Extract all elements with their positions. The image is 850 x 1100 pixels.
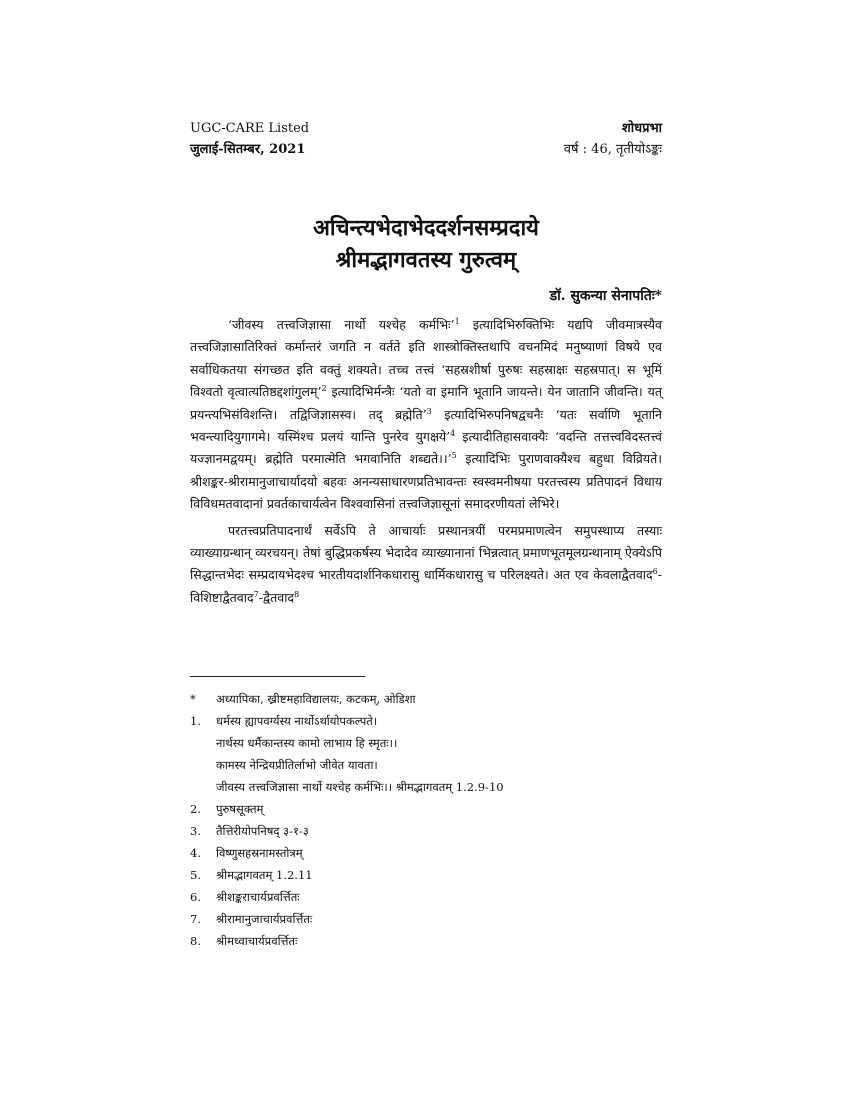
footnote-4 xyxy=(190,842,662,864)
footnote-mark: 2. xyxy=(190,802,201,816)
footnote-text: श्रीशङ्कराचार्यप्रवर्त्तितः xyxy=(216,890,300,904)
footnote-ref-8: 8 xyxy=(294,589,300,599)
p1-text-6: इत्यादिभिः पुराणवाक्यैश्च बहुधा विव्रियते। श्रीशङ्कर-श्रीरामानुजाचार्यादयो बहवः अनन्यसाधारणप्रतिभावन्तः स्वस्वमनीषया परतत्त्वस्य प्रतिपादनं विधाय विविधमतवादानां प्रवर्तकाचार्यत्वेन विश्ववासिनां तत्त्वजिज्ञासूनां समादरणीयतां लेभिरे। xyxy=(190,451,662,512)
footnote-text: तैत्तिरीयोपनिषद् ३-१-३ xyxy=(216,824,309,838)
footnote-text: श्रीरामानुजाचार्यप्रवर्त्तितः xyxy=(216,912,313,926)
footnote-mark: 4. xyxy=(190,846,201,860)
paragraph-1 xyxy=(190,314,662,516)
article-title xyxy=(190,212,662,276)
footnote-text: पुरुषसूक्तम् xyxy=(216,802,264,816)
p1-text-2: इत्यादिभिरुक्तिभिः यद्यपि जीवमात्रस्यैव तत्त्वजिज्ञासातिरिक्तं कर्मान्तरं जगति न वर्तते इति शास्त्रोक्तिस्तथापि वचनमिदं मनुष्याणां विषये एव सर्वाधिकतया संगच्छत इति वक्तुं शक्यते। तच्च तत्त्वं ‘सहस्रशीर्षा पुरुषः सहस्राक्षः सहस्रपात्। स भूमिं विश्वतो वृत्वात्यतिष्ठद्दशांगुलम्’ xyxy=(190,317,662,400)
listing-label: UGC-CARE Listed xyxy=(190,121,310,136)
journal-name: शोधप्रभा xyxy=(621,121,662,136)
footnote-text: अध्यापिका, ख्रीष्टमहाविद्यालयः, कटकम्, ओडिशा xyxy=(216,692,416,706)
issue-months: जुलाई-सितम्बर, 2021 xyxy=(190,142,306,157)
footnote-mark: * xyxy=(190,692,196,706)
footnote-1-line-2: नार्थस्य धर्मैकान्तस्य कामो लाभाय हि स्मृतः।। xyxy=(216,736,398,750)
footnote-star xyxy=(190,688,662,710)
p2-text-3: -द्वैतवाद xyxy=(258,589,295,605)
footnote-1 xyxy=(190,710,662,732)
footnote-ref-5: 5 xyxy=(451,451,457,461)
footnote-ref-3: 3 xyxy=(426,406,432,416)
footnote-mark: 3. xyxy=(190,824,201,838)
footnote-text: विष्णुसहस्रनामस्तोत्रम् xyxy=(216,846,303,860)
footnote-mark: 7. xyxy=(190,912,201,926)
footnote-5 xyxy=(190,864,662,886)
footnote-3 xyxy=(190,820,662,842)
p2-text-2: -विशिष्टाद्वैतवाद xyxy=(190,567,662,605)
volume-issue: वर्ष : 46, तृतीयोऽङ्कः xyxy=(563,142,662,157)
article-body xyxy=(190,314,662,613)
paragraph-2 xyxy=(190,520,662,610)
footnote-7 xyxy=(190,908,662,930)
p1-text-5: इत्यादीतिहासवाक्यैः ‘वदन्ति तत्तत्त्वविदस्तत्त्वं यज्ज्ञानमद्वयम्। ब्रह्मेति परमात्मेति भगवानिति शब्द्यते।।’ xyxy=(190,429,662,467)
footnote-ref-2: 2 xyxy=(321,384,327,394)
footnote-ref-1: 1 xyxy=(454,316,460,326)
footnote-ref-4: 4 xyxy=(450,428,456,438)
footnote-divider xyxy=(190,676,365,677)
footnote-mark: 1. xyxy=(190,714,201,728)
footnote-text: श्रीमद्भागवतम् 1.2.11 xyxy=(216,868,313,882)
footnote-1-line-3: कामस्य नेन्द्रियप्रीतिर्लाभो जीवेत यावता। xyxy=(216,758,378,772)
title-line-1: अचिन्त्यभेदाभेददर्शनसम्प्रदाये xyxy=(313,215,539,241)
p2-text-1: परतत्त्वप्रतिपादनार्थं सर्वेऽपि ते आचार्याः प्रस्थानत्रयीं परमप्रमाणत्वेन समुपस्थाप्य तस्याः व्याख्याग्रन्थान् व्यरचयन्। तेषां बुद्धिप्रकर्षस्य भेदादेव व्याख्यानानां भिन्नत्वात् प्रमाणभूतमूलग्रन्थानाम् ऐक्येऽपि सिद्धान्तभेदः सम्प्रदायभेदश्च भारतीयदार्शनिकधारासु धार्मिकधारासु च परिलक्ष्यते। अत एव केवलाद्वैतवाद xyxy=(190,522,662,583)
footnote-ref-6: 6 xyxy=(652,567,658,577)
p1-text-3: इत्यादिभिर्मन्त्रैः ‘यतो वा इमानि भूतानि जायन्ते। येन जातानि जीवन्ति। यत् प्रयन्त्यभिसंविशन्ति। तद्विजिज्ञासस्व। तद् ब्रह्मेति’ xyxy=(190,384,662,422)
footnote-ref-7: 7 xyxy=(253,589,259,599)
footnote-1-line-4: जीवस्य तत्त्वजिज्ञासा नार्थो यश्चेह कर्मभिः।। श्रीमद्भागवतम् 1.2.9-10 xyxy=(216,780,504,794)
footnotes xyxy=(190,688,662,952)
footnote-6 xyxy=(190,886,662,908)
footnote-mark: 6. xyxy=(190,890,201,904)
footnote-text: श्रीमध्वाचार्यप्रवर्त्तितः xyxy=(216,934,298,948)
footnote-mark: 5. xyxy=(190,868,201,882)
footnote-text: धर्मस्य ह्यापवर्ग्यस्य नार्थोऽर्थायोपकल्पते। xyxy=(216,714,378,728)
p1-text-1: ‘जीवस्य तत्त्वजिज्ञासा नार्थो यश्चेह कर्मभिः’ xyxy=(228,317,455,332)
footnote-8 xyxy=(190,930,662,952)
title-line-2: श्रीमद्भागवतस्य गुरुत्वम् xyxy=(335,247,517,273)
author-name: डॉ. सुकन्या सेनापतिः* xyxy=(549,288,662,304)
footnote-2 xyxy=(190,798,662,820)
p1-text-4: इत्यादिभिरुपनिषद्वचनैः ‘यतः सर्वाणि भूतानि भवन्त्यादियुगागमे। यस्मिंश्च प्रलयं यान्ति पुनरेव युगक्षये’ xyxy=(190,406,662,445)
running-header xyxy=(190,118,662,160)
footnote-mark: 8. xyxy=(190,934,201,948)
